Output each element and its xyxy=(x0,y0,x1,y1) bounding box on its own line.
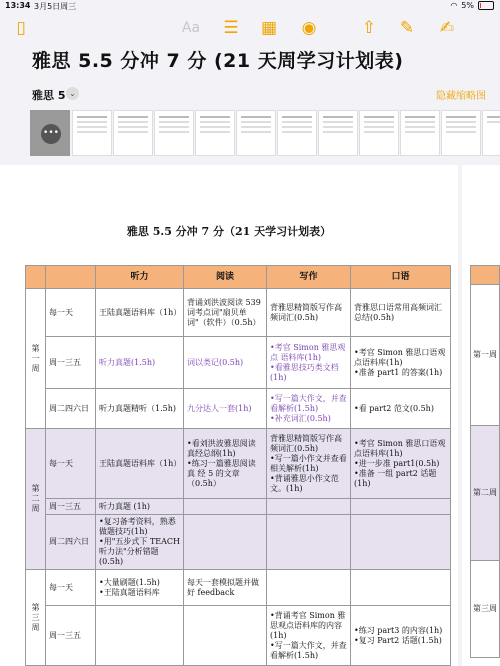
day-cell: 周一三五 xyxy=(46,337,96,389)
week-label: 第二周 xyxy=(26,429,46,570)
listening-cell: 听力真题(1.5h) xyxy=(96,337,184,389)
page-thumbnail[interactable] xyxy=(318,110,358,156)
reading-cell: 每天一套模拟题并做好 feedback xyxy=(184,570,267,606)
page-thumbnail[interactable] xyxy=(154,110,194,156)
day-cell: 每一天 xyxy=(46,429,96,499)
table-row xyxy=(26,570,451,606)
compose-icon[interactable]: ✍ xyxy=(439,18,455,38)
listening-cell: 王陆真题语料库（1h） xyxy=(96,429,184,499)
writing-cell: 背雅思精简版写作高频词汇(0.5h) •写一篇小作文并查看相关解析(1h) •背诵雅思小作文范文。(1h) xyxy=(267,429,351,499)
status-right xyxy=(450,1,494,10)
reading-cell xyxy=(184,499,267,515)
toolbar xyxy=(0,12,500,44)
next-page-table xyxy=(470,265,500,658)
text-format-icon[interactable]: Aa xyxy=(181,20,201,36)
writing-cell: •背诵考官 Simon 雅思观点语料库的内容(1h) •写一篇大作文，并查 看解析(1.5h) xyxy=(267,606,351,666)
speaking-cell: 背雅思口语常用高频词汇总结(0.5h) xyxy=(351,289,451,337)
speaking-cell xyxy=(351,570,451,606)
study-plan-table xyxy=(25,265,451,666)
day-cell: 周二四六日 xyxy=(46,515,96,570)
table-icon[interactable]: ▦ xyxy=(260,18,278,38)
speaking-cell: •考官 Simon 雅思口语观点语料库(1h) •准备 part1 的答案(1h) xyxy=(351,337,451,389)
table-row xyxy=(26,389,451,429)
page-thumbnail[interactable] xyxy=(30,110,70,156)
hide-thumbnails-button[interactable]: 隐藏缩略图 xyxy=(436,91,486,102)
header-reading: 阅读 xyxy=(184,266,267,289)
listening-cell: •大量刷题(1.5h) •王陆真题语料库 xyxy=(96,570,184,606)
markup-icon[interactable]: ✎ xyxy=(399,18,415,38)
next-page-edge xyxy=(462,165,500,666)
header-listening: 听力 xyxy=(96,266,184,289)
reading-cell xyxy=(184,606,267,666)
day-cell: 每一天 xyxy=(46,289,96,337)
header-blank xyxy=(46,266,96,289)
status-bar xyxy=(0,0,500,12)
reading-cell: 九分达人一套(1h) xyxy=(184,389,267,429)
page-thumbnail[interactable] xyxy=(359,110,399,156)
speaking-cell xyxy=(351,515,451,570)
reading-cell: 背诵刘洪波阅读 539 词考点词"扇贝单词"（软件）（0.5h） xyxy=(184,289,267,337)
listening-cell xyxy=(96,606,184,666)
listening-cell: 听力真题 (1h) xyxy=(96,499,184,515)
pages-label: 雅思 5 xyxy=(32,89,66,102)
writing-cell xyxy=(267,499,351,515)
page-thumbnail[interactable] xyxy=(72,110,112,156)
status-time: 13:34 xyxy=(5,1,31,10)
day-cell: 每一天 xyxy=(46,570,96,606)
table-row xyxy=(26,289,451,337)
page-thumbnail[interactable] xyxy=(277,110,317,156)
speaking-cell: •看 part2 范文(0.5h) xyxy=(351,389,451,429)
writing-cell: •写一篇大作文，并查 看解析(1.5h) •补充词汇(0.5h) xyxy=(267,389,351,429)
status-date: 3月5日周三 xyxy=(34,2,77,11)
reading-cell: •看刘洪波雅思阅读真经总纲(1h) •练习一篇雅思阅读真 经 5 的文章（0.5h） xyxy=(184,429,267,499)
document-title: 雅思 5.5 分冲 7 分（21 天学习计划表） xyxy=(126,225,332,238)
speaking-cell xyxy=(351,499,451,515)
note-title[interactable]: 雅思 5.5 分冲 7 分 (21 天周学习计划表) xyxy=(32,50,404,72)
page-thumbnail[interactable] xyxy=(195,110,235,156)
page-thumbnail[interactable] xyxy=(236,110,276,156)
header-writing: 写作 xyxy=(267,266,351,289)
writing-cell xyxy=(267,570,351,606)
page-thumbnail[interactable] xyxy=(441,110,481,156)
wifi-icon: ◠ xyxy=(450,1,458,10)
speaking-cell: •练习 part3 的内容(1h) •复习 Part2 话题(1.5h) xyxy=(351,606,451,666)
table-row xyxy=(26,606,451,666)
battery-percent: 5% xyxy=(461,1,474,10)
week-label: 第三周 xyxy=(470,561,500,658)
sidebar-icon[interactable]: ▯ xyxy=(16,18,26,38)
week-label: 第二周 xyxy=(470,426,500,561)
week-label: 第三周 xyxy=(26,570,46,666)
battery-icon xyxy=(478,1,494,10)
listening-cell: 王陆真题语料库（1h） xyxy=(96,289,184,337)
camera-icon[interactable]: ◉ xyxy=(301,18,317,38)
table-row xyxy=(26,515,451,570)
document-page xyxy=(0,165,458,666)
page-thumbnails xyxy=(0,108,500,158)
page-thumbnail[interactable] xyxy=(482,110,500,156)
speaking-cell: •考官 Simon 雅思口语观点语料库(1h) •进一步准 part1(0.5h) •准备 一组 part2 话题(1h) xyxy=(351,429,451,499)
header-blank xyxy=(26,266,46,289)
day-cell: 周一三五 xyxy=(46,499,96,515)
listening-cell: 听力真题精听（1.5h) xyxy=(96,389,184,429)
writing-cell xyxy=(267,515,351,570)
writing-cell: 背雅思精简版写作高 频词汇(0.5h) xyxy=(267,289,351,337)
reading-cell xyxy=(184,515,267,570)
chevron-down-icon[interactable]: ⌄ xyxy=(66,87,79,100)
listening-cell: •复习备考资料，熟悉 做题技巧(1h) •用"五步式下 TEACH 听力法"分析错题(0.5h) xyxy=(96,515,184,570)
more-icon[interactable]: ••• xyxy=(41,124,61,144)
header-speaking: 口语 xyxy=(351,266,451,289)
day-cell: 周二四六日 xyxy=(46,389,96,429)
table-row xyxy=(26,499,451,515)
day-cell: 周一三五 xyxy=(46,606,96,666)
table-row xyxy=(26,429,451,499)
checklist-icon[interactable]: ☰ xyxy=(223,18,239,38)
week-label: 第一周 xyxy=(470,285,500,426)
share-icon[interactable]: ⇧ xyxy=(361,18,377,38)
writing-cell: •考官 Simon 雅思观点 语料库(1h) •看雅思技巧类文档(1h) xyxy=(267,337,351,389)
page-thumbnail[interactable] xyxy=(113,110,153,156)
week-label: 第一周 xyxy=(26,289,46,429)
reading-cell: 词以类记(0.5h) xyxy=(184,337,267,389)
pages-header xyxy=(0,84,500,104)
page-thumbnail[interactable] xyxy=(400,110,440,156)
table-row xyxy=(26,337,451,389)
